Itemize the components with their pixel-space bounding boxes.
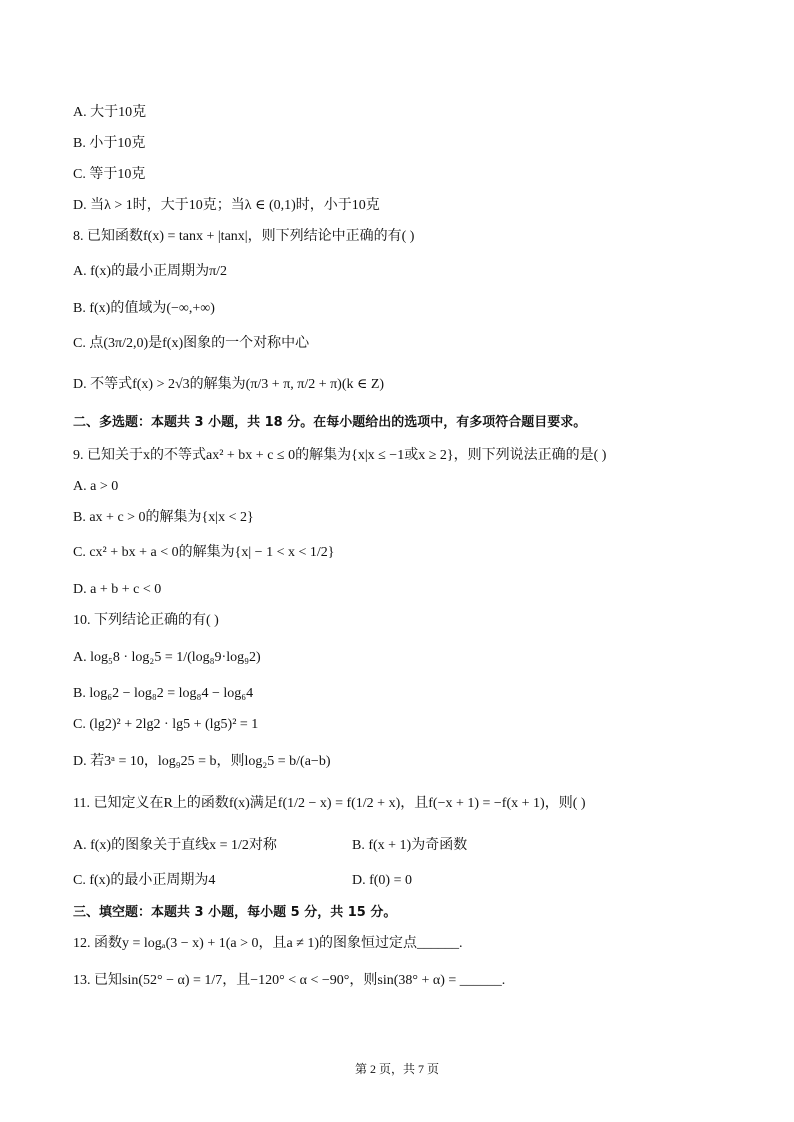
q7-option-c: C. 等于10克 [73, 167, 146, 182]
section-heading-multiple-choice: 二、多选题：本题共 3 小题，共 18 分。在每小题给出的选项中，有多项符合题目要求。 [73, 415, 587, 430]
q8-stem: 8. 已知函数f(x) = tanx + |tanx|，则下列结论中正确的有( ) [73, 229, 415, 244]
q9-option-c: C. cx² + bx + a < 0的解集为{x| − 1 < x < 1/2} [73, 545, 335, 560]
q10-option-d: D. 若3ᵃ = 10，log₉25 = b，则log₂5 = b/(a−b) [73, 754, 331, 769]
q10-option-a: A. log₅8 · log₂5 = 1/(log₈9·log₉2) [73, 650, 261, 665]
q8-option-b: B. f(x)的值域为(−∞,+∞) [73, 301, 215, 316]
q13-stem: 13. 已知sin(52° − α) = 1/7，且−120° < α < −90°，则sin(38° + α) = ______. [73, 973, 506, 988]
q11-option-d: D. f(0) = 0 [352, 873, 412, 888]
q11-option-a: A. f(x)的图象关于直线x = 1/2对称 [73, 838, 277, 853]
q8-option-c: C. 点(3π/2,0)是f(x)图象的一个对称中心 [73, 336, 310, 351]
q11-stem: 11. 已知定义在R上的函数f(x)满足f(1/2 − x) = f(1/2 + x)，且f(−x + 1) = −f(x + 1)，则( ) [73, 796, 586, 811]
q10-option-c: C. (lg2)² + 2lg2 · lg5 + (lg5)² = 1 [73, 717, 259, 732]
q11-option-c: C. f(x)的最小正周期为4 [73, 873, 216, 888]
q7-option-d: D. 当λ > 1时，大于10克；当λ ∈ (0,1)时，小于10克 [73, 198, 380, 213]
q9-option-a: A. a > 0 [73, 479, 119, 494]
q8-option-d: D. 不等式f(x) > 2√3的解集为(π/3 + π, π/2 + π)(k ∈ Z) [73, 377, 385, 392]
q10-option-b: B. log₆2 − log₈2 = log₈4 − log₆4 [73, 686, 254, 701]
q7-option-a: A. 大于10克 [73, 105, 147, 120]
q11-option-b: B. f(x + 1)为奇函数 [352, 838, 468, 853]
q9-option-d: D. a + b + c < 0 [73, 582, 162, 597]
page-footer: 第 2 页，共 7 页 [354, 1062, 439, 1076]
q8-option-a: A. f(x)的最小正周期为π/2 [73, 264, 228, 279]
q9-option-b: B. ax + c > 0的解集为{x|x < 2} [73, 510, 254, 525]
q10-stem: 10. 下列结论正确的有( ) [73, 613, 219, 628]
q7-option-b: B. 小于10克 [73, 136, 146, 151]
section-heading-fill-in: 三、填空题：本题共 3 小题，每小题 5 分，共 15 分。 [73, 905, 397, 920]
q12-stem: 12. 函数y = logₐ(3 − x) + 1(a > 0，且a ≠ 1)的图象恒过定点______. [73, 936, 463, 951]
q9-stem: 9. 已知关于x的不等式ax² + bx + c ≤ 0的解集为{x|x ≤ −1或x ≥ 2}，则下列说法正确的是( ) [73, 448, 607, 463]
